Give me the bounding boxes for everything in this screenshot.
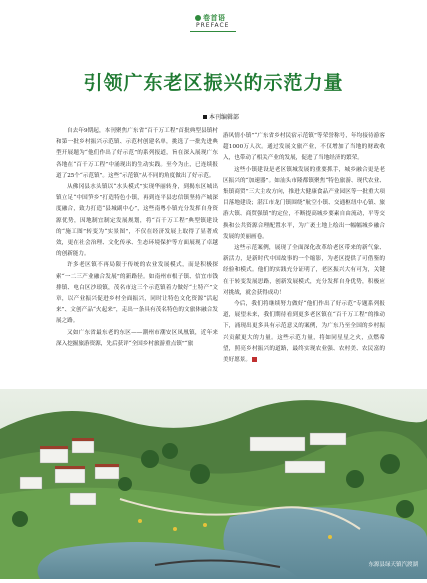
- article-column-left: [56, 126, 218, 404]
- paragraph: 这些小镇建设是老区镇城发展的重要抓手，城乡融合更是老区振兴的“加速器”。如汕头市隆都镇聚焦“特色旅游、现代农业、集镇商贸”三大主攻方向，推进大健康食品产业园区等一批重大项目落地建设；湛江市龙门镇围绕“航空小镇、交通枢纽中心镇、旅游大镇、商贸强镇”的定位，不断提高城乡要素自由流动，平等交换和公共资源合理配置水平，为广袤土地上绘出一幅幅城乡融合发展的美丽画卷。: [223, 166, 385, 240]
- article-title: 引领广东老区振兴的示范力量: [83, 72, 344, 94]
- section-tag-en: PREFACE: [196, 22, 230, 29]
- paragraph-text: 今后，我们将继续努力做好“他们作出了好示范”专题系列报道，展望未来，我们期待看到更多老区镇在“百千万工程”的推动下，涌现出更多具有示范意义的案例，为广东乃至全国的乡村振兴贡献更大的力量。这些示范力量，将如同星星之火，点燃希望，照亮乡村振兴的道路，最终实现农业强、农村美、农民富的美好愿景。: [223, 301, 385, 364]
- lake-village-illustration: [0, 389, 427, 579]
- paragraph: 这些示范案例，展现了全面深化改革给老区带来的新气象、新活力，是新时代中国故事的一个缩影，为老区提供了可借鉴的经验和模式。他们的实践充分证明了，老区振兴大有可为，关键在于转变发展思路，创新发展模式，充分发挥自身优势，积极应对挑战，就会获得成功！: [223, 245, 385, 296]
- paragraph: [223, 299, 385, 366]
- paragraph: 从佛冈县水头镇以“水头模式”实现华丽转身，到揭东区城出镇立足“中国笋乡”打造特色小镇，再到连平县忠信镇坚持产城深度融合，致力打造“县城副中心”，这些南粤小镇充分发挥自身资源优势，因地制宜制定发展规划，将“百千万工程”典型镇建设的“施工图”转变为“实景图”，不仅在经济发展上取得了显著成效，更在社会治理、文化传承、生态环境保护等方面展现了卓越的创新能力。: [56, 184, 218, 258]
- section-tag: 卷首语: [195, 13, 226, 23]
- paragraph: 又如广东省最东老的东区——潮州市潮安区凤凰镇，近年来深入挖掘旅游资源，先后获评“全国乡村旅游重点镇”“旅: [56, 329, 218, 347]
- article-column-right: [223, 131, 385, 393]
- section-divider: [190, 31, 236, 32]
- paragraph: 游风情小镇”“广东省乡村民宿示范镇”等荣誉称号，年均接待游客超1000万人次。通过发展文旅产业，不仅增加了当地的财政收入，也带动了相关产业的发展，促进了当地经济的繁荣。: [223, 133, 385, 162]
- article-byline: 本刊编辑部: [203, 112, 239, 121]
- landscape-photo: [0, 389, 427, 579]
- paragraph: 许多老区镇不再局限于传统的农业发展模式，而是积极探索“一二三产业融合发展”的新路径。如南州市根子镇、信宜市钱排镇、电白区沙琅镇，茂名市这三个示范镇着力做好“土特产”文章，以产业振兴促进乡村全面振兴，同时让特色文化资源“活起来”、文创产品“火起来”，走出一条具有茂名特色的文旅体融合发展之路。: [56, 262, 218, 325]
- photo-caption: 东源县绿天镇汽渡湖: [368, 562, 418, 568]
- page-header: [0, 0, 427, 40]
- end-mark-icon: [252, 357, 257, 362]
- paragraph: 自去年9期起，本刊聚焦广东省“百千万工程”首批典型县镇村和第一批乡村振兴示范镇、示范村创建名单，挑选了一批先进典型开展题为“他们作出了好示范”的系列报道，旨在深入展现广东各地在“百千万工程”中涌现出的生动实践。至今为止，已连续报道了25个“示范镇”。这些“示范镇”从不同的角度做出了好示范。: [56, 128, 218, 179]
